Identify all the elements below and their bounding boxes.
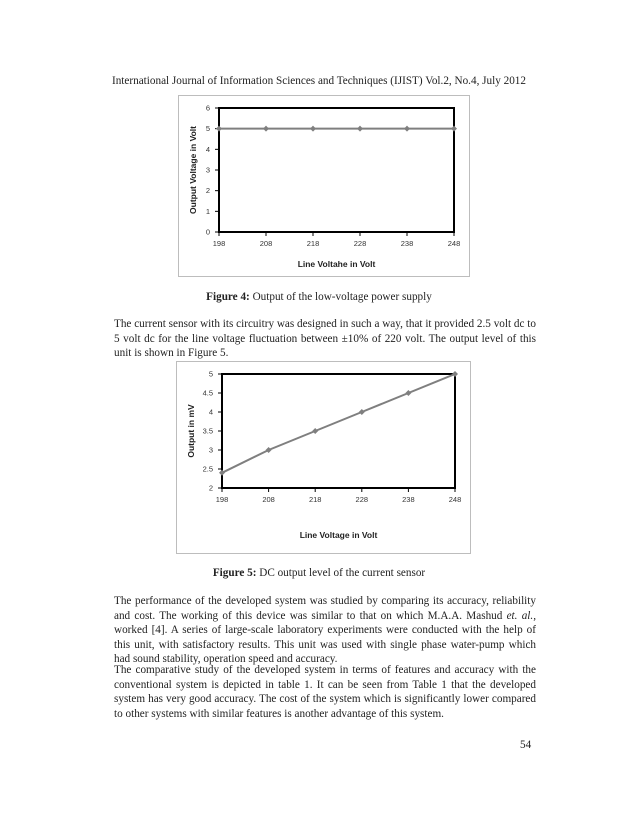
page-number: 54 (520, 739, 532, 751)
data-point-marker (357, 126, 363, 132)
data-point-marker (216, 126, 222, 132)
figure-4-caption-label: Figure 4: (206, 291, 250, 303)
data-point-marker (404, 126, 410, 132)
figure-5-caption-label: Figure 5: (212, 567, 257, 579)
x-tick-label: 218 (308, 495, 322, 504)
paragraph-current-sensor: The current sensor with its circuitry was designed in such a way, that it provided 2.5 volt dc to 5 volt dc for the line voltage fluctuation between ±10% of 220 volt. The output level of this unit is shown in Figure 5. (114, 318, 536, 360)
y-tick-label: 4 (208, 407, 213, 417)
y-axis-title: Output Voltage in Volt (188, 126, 198, 214)
data-point-marker (310, 126, 316, 132)
x-tick-label: 248 (447, 239, 461, 248)
x-axis-title: Line Voltahe in Volt (297, 259, 376, 269)
figure-4-caption (0, 291, 638, 303)
paragraph-performance (114, 594, 536, 667)
plot-area-frame (219, 108, 454, 232)
x-tick-label: 218 (306, 239, 320, 248)
data-point-marker (359, 409, 365, 415)
figure-5-frame (176, 361, 471, 554)
x-tick-label: 208 (259, 239, 273, 248)
figure-5-chart (177, 362, 470, 553)
data-point-marker (452, 371, 458, 377)
x-tick-label: 238 (402, 495, 415, 504)
x-tick-label: 208 (262, 495, 275, 504)
y-tick-label: 5 (205, 124, 210, 134)
y-tick-label: 2.5 (202, 464, 213, 474)
paragraph-performance-part1: The performance of the developed system was studied by comparing its accuracy, reliability and cost. The working of this device was similar to that on which M.A.A. Mashud (114, 595, 536, 622)
y-axis-title: Output in mV (186, 404, 196, 458)
y-tick-label: 3 (208, 445, 213, 455)
y-tick-label: 3 (205, 165, 210, 175)
x-tick-label: 238 (400, 239, 414, 248)
x-tick-label: 228 (353, 239, 367, 248)
y-tick-label: 0 (205, 227, 210, 237)
figure-5-caption-text: DC output level of the current sensor (256, 567, 426, 579)
y-tick-label: 2 (205, 186, 210, 196)
figure-4-frame (178, 95, 470, 277)
y-tick-label: 4.5 (202, 388, 213, 398)
paragraph-comparative-study: The comparative study of the developed system in terms of features and accuracy with the conventional system is depicted in table 1. It can be seen from Table 1 that the developed system has very good accuracy. The cost of the system which is significantly lower compared to other systems with similar features is another advantage of this system. (114, 664, 536, 720)
y-tick-label: 1 (205, 206, 210, 216)
plot-area-frame (222, 374, 455, 488)
y-tick-label: 2 (208, 483, 213, 493)
figure-4-chart (179, 96, 469, 276)
paragraph-performance-italic: et. al., (506, 609, 536, 622)
figure-4-caption-text: Output of the low-voltage power supply (249, 291, 432, 303)
y-tick-label: 6 (205, 103, 210, 113)
data-point-marker (263, 126, 269, 132)
x-tick-label: 198 (215, 495, 229, 504)
x-tick-label: 198 (212, 239, 226, 248)
y-tick-label: 4 (205, 144, 210, 154)
x-tick-label: 228 (355, 495, 369, 504)
x-axis-title: Line Voltage in Volt (299, 530, 378, 540)
data-point-marker (405, 390, 411, 396)
y-tick-label: 3.5 (202, 426, 213, 436)
y-tick-label: 5 (208, 369, 213, 379)
paragraph-performance-part2: worked [4]. A series of large-scale laboratory experiments were conducted with the help of this unit, with satisfactory results. This unit was used with single phase water-pump which had sound stability, operation speed and accuracy. (114, 624, 536, 666)
x-tick-label: 248 (448, 495, 462, 504)
running-header: International Journal of Information Sciences and Techniques (IJIST) Vol.2, No.4, July 2012 (111, 75, 526, 87)
figure-5-caption (0, 567, 638, 579)
data-point-marker (312, 428, 318, 434)
series-line (222, 374, 455, 473)
data-point-marker (451, 126, 457, 132)
